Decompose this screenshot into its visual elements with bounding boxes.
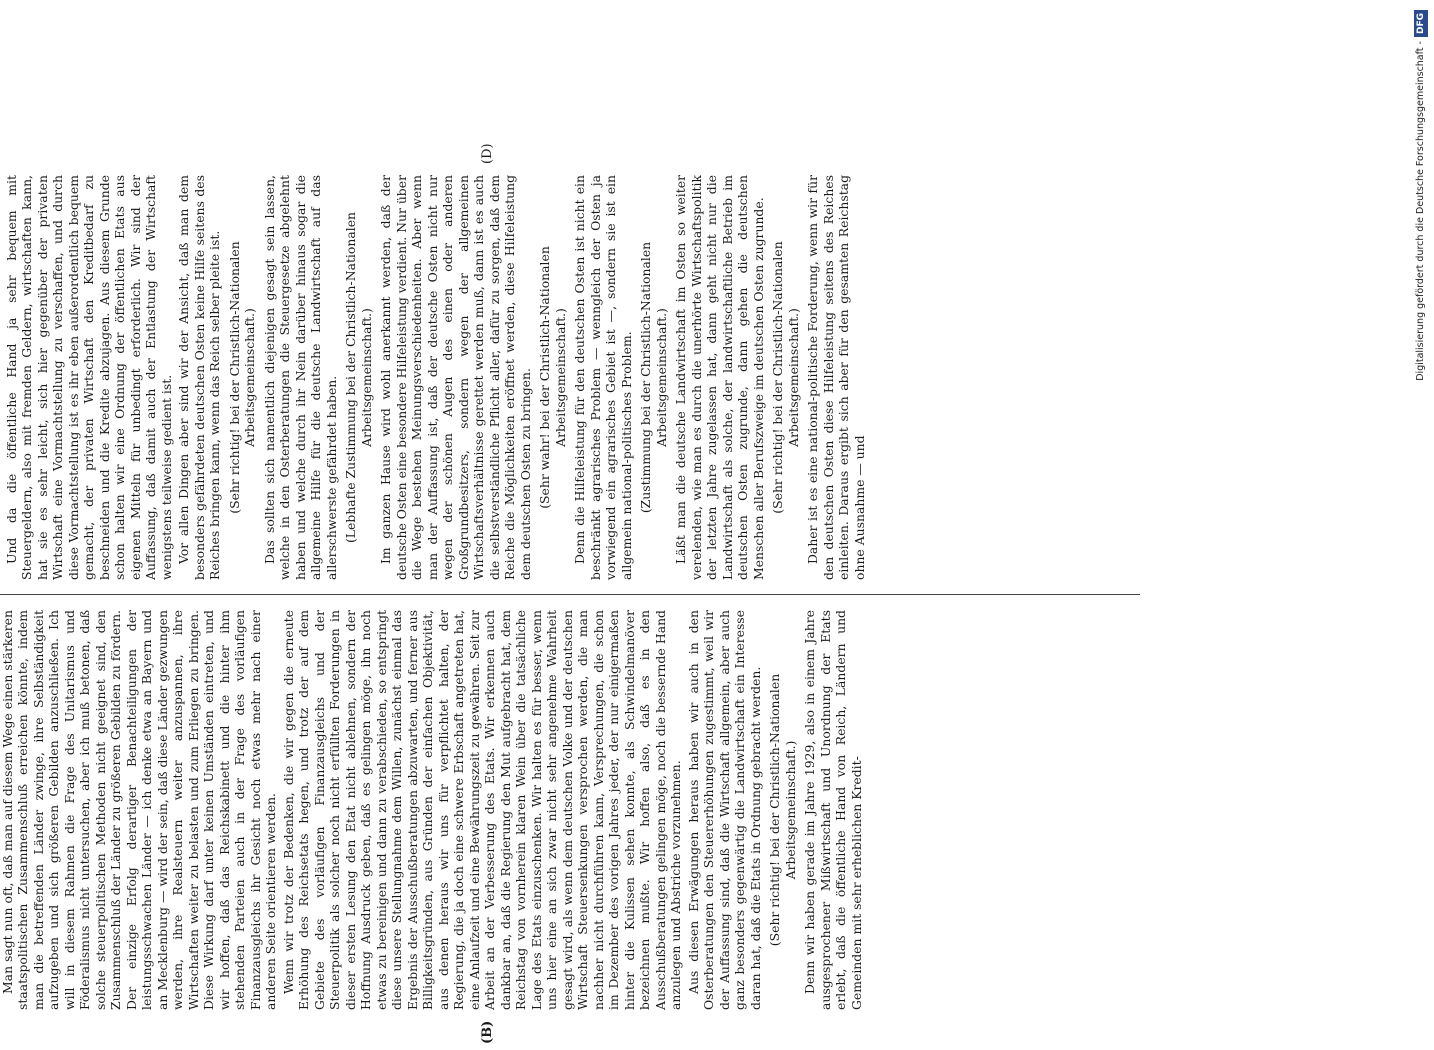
paragraph: Das sollten sich namentlich diejenigen gesagt sein lassen, welche in den Osterberatungen die Steuergesetze abgelehnt haben und welche durch ihr Nein darüber hinaus sogar die allgemeine Hilfe für die deutsche Landwirtschaft auf das allerschwerste gefährdet haben.: [261, 175, 339, 580]
paragraph: Läßt man die deutsche Landwirtschaft im Osten so weiter verelenden, wie man es durch die unerhörte Wirtschaftspolitik der letzten Jahre zugelassen hat, dann geht nicht nur die Landwirtschaft als solche, der landwirtschaftliche Betrieb im deutschen Osten zugrunde, dann gehen die deutschen Menschen aller Berufszweige im deutschen Osten zugrunde.: [673, 175, 766, 580]
right-column: [0, 175, 1140, 580]
paragraph: (Sehr richtig! bei der Christlich-Nationalen Arbeitsgemeinschaft.): [770, 241, 801, 514]
paragraph: Denn die Hilfeleistung für den deutschen Osten ist nicht ein beschränkt agrarisches Problem — wenngleich der Osten ja vorwiegend ein agrarisches Gebiet ist —, sondern sie ist ein allgemein national-politisches Problem.: [572, 175, 634, 580]
paragraph: Im ganzen Hause wird wohl anerkannt werden, daß der deutsche Osten eine besondere Hilfeleistung verdient. Nur über die Wege bestehen Meinungsverschiedenheiten. Aber wenn man der Auffassung ist, daß der deutsche Osten nicht nur wegen der schönen Augen des einen oder anderen Großgrundbesitzers, sondern wegen der allgemeinen Wirtschaftsverhältnisse gerettet werden muß, dann ist es auch die selbstverständliche Pflicht aller, dafür zu sorgen, daß dem Reiche die Möglichkeiten eröffnet werden, diese Hilfeleistung dem deutschen Osten zu bringen.: [378, 175, 533, 580]
paragraph: Daher ist es eine national-politische Forderung, wenn wir für den deutschen Osten diese Hilfeleistung seitens des Reiches einleiten. Daraus ergibt sich aber für den gesamten Reichstag ohne Ausnahme — und: [805, 175, 867, 580]
paragraph: Aus diesen Erwägungen heraus haben wir auch in den Osterberatungen den Steuererhöhungen zugestimmt, weil wir der Auffassung sind, daß die Wirtschaft allgemein, aber auch ganz besonders gegenwärtig die Landwirtschaft ein Interesse daran hat, daß die Etats in Ordnung gebracht werden.: [685, 610, 763, 1010]
paragraph: (Sehr richtig! bei der Christlich-Nationalen Arbeitsgemeinschaft.): [767, 673, 798, 947]
paragraph: (Sehr wahr! bei der Christlich-Nationalen Arbeitsgemeinschaft.): [537, 246, 568, 509]
margin-mark-d: (D): [480, 143, 495, 164]
paragraph: Und da die öffentliche Hand ja sehr bequem mit Steuergeldern, also mit fremden Geldern, wirtschaften kann, hat sie es sehr leicht, sich hier gegenüber der privaten Wirtschaft eine Vormachtstellung zu verschaffen, und durch diese Vormachtstellung ist es ihr eben außerordentlich bequem gemacht, der privaten Wirtschaft den Kreditbedarf zu beschneiden und die Kredite abzujagen. Aus diesem Grunde schon halten wir eine Ordnung der öffentlichen Etats aus eigenen Mitteln für unbedingt erforderlich. Wir sind der Auffassung, daß damit auch der Entlastung der Wirtschaft wenigstens teilweise gedient ist.: [3, 175, 174, 580]
column-divider: [0, 594, 1140, 595]
paragraph: Wenn wir trotz der Bedenken, die wir gegen die erneute Erhöhung des Reichsetats hegen, und trotz der auf dem Gebiete des vorläufigen Finanzausgleichs und der Steuerpolitik als solcher noch nicht erfüllten Forderungen in dieser ersten Lesung den Etat nicht ablehnen, sondern der Hoffnung Ausdruck geben, daß es gelingen möge, ihn noch etwas zu bereinigen und dann zu verabschieden, so entspringt diese unsere Stellungnahme dem Willen, zunächst einmal das Ergebnis der Ausschußberatungen abzuwarten, und ferner aus Billigkeitsgründen, aus Gründen der einfachen Objektivität, aus denen heraus wir uns für verpflichtet halten, der Regierung, die ja doch eine schwere Erbschaft angetreten hat, eine Anlaufzeit und eine Bewährungszeit zu gewähren. Seit zur Arbeit an der Verbesserung des Etats. Wir erkennen auch dankbar an, daß die Regierung den Mut aufgebracht hat, dem Reichstag von vornherein klaren Wein über die tatsächliche Lage des Etats einzuschenken. Wir halten es für besser, wenn uns hier eine an sich zwar nicht sehr angenehme Wahrheit gesagt wird, als wenn dem deutschen Volke und der deutschen Wirtschaft Steuersenkungen versprochen werden, die man nachher nicht durchführen kann, Versprechungen, die schon im Dezember des vorigen Jahres jeder, der nur einigermaßen hinter die Kulissen sehen konnte, als Schwindelmanöver bezeichnen mußte. Wir hoffen also, daß es in den Ausschußberatungen gelingen möge, noch die bessernde Hand anzulegen und Abstriche vorzunehmen.: [280, 610, 683, 1010]
dfg-logo: DFG: [1414, 10, 1428, 37]
funding-note: Digitalisierung gefördert durch die Deutsche Forschungsgemeinschaft -: [1415, 41, 1426, 381]
paragraph: Denn wir haben gerade im Jahre 1929, also in einem Jahre ausgesprochener Mißwirtschaft und Unordnung der Etats erlebt, daß die öffentliche Hand von Reich, Ländern und Gemeinden mit sehr erheblichen Kredit-: [802, 610, 864, 1010]
paragraph: Man sagt nun oft, daß man auf diesem Wege einen stärkeren staatspolitischen Zusammenschluß erreichen könnte, indem man die betreffenden Länder zwinge, ihre Selbständigkeit aufzugeben und sich größeren Gebilden anzuschließen. Ich will in diesem Rahmen die Frage des Unitarismus und Föderalismus nicht untersuchen, aber ich muß betonen, daß solche steuerpolitischen Methoden nicht geeignet sind, den Zusammenschluß der Länder zu größeren Gebilden zu fördern. Der einzige Erfolg derartiger Benachteiligungen der leistungsschwachen Länder — ich denke etwa an Bayern und an Mecklenburg — wird der sein, daß diese Länder gezwungen werden, ihre Realsteuern weiter anzuspannen, ihre Wirtschaften weiter zu belasten und zum Erliegen zu bringen. Diese Wirkung darf unter keinen Umständen eintreten, und wir hoffen, daß das Reichskabinett und die hinter ihm stehenden Parteien auch in der Frage des vorläufigen Finanzausgleichs ihr Gesicht noch etwas mehr nach einer anderen Seite orientieren werden.: [0, 610, 278, 1010]
paragraph: (Sehr richtig! bei der Christlich-Nationalen Arbeitsgemeinschaft.): [226, 241, 257, 514]
paragraph: (Zustimmung bei der Christlich-Nationalen Arbeitsgemeinschaft.): [638, 241, 669, 514]
document-page: [0, 130, 1160, 1050]
paragraph: (Lebhafte Zustimmung bei der Christlich-Nationalen Arbeitsgemeinschaft.): [343, 211, 374, 544]
side-note-text: [1414, 10, 1428, 990]
left-column: [0, 610, 1140, 1010]
margin-mark-b: (B): [480, 1020, 495, 1044]
side-note: [1414, 10, 1428, 990]
paragraph: Vor allen Dingen aber sind wir der Ansicht, daß man dem besonders gefährdeten deutschen Osten keine Hilfe seitens des Reiches bringen kann, wenn das Reich selber pleite ist.: [176, 175, 222, 580]
